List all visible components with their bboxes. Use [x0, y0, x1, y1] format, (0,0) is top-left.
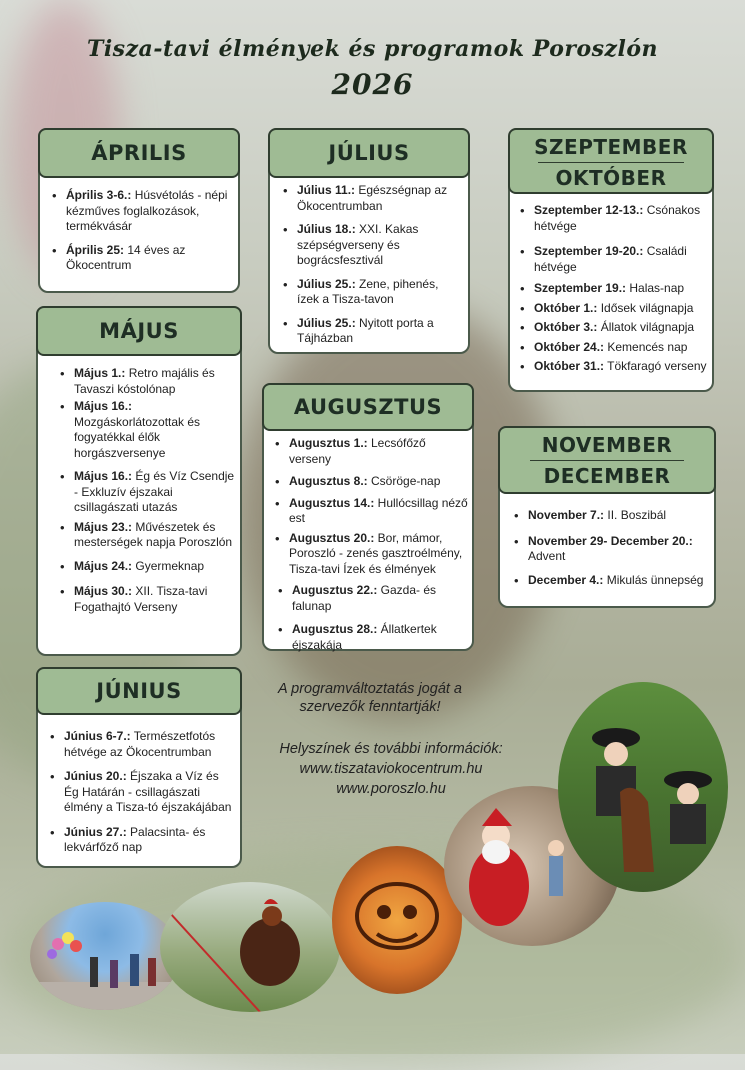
list-item: • Május 16.: Ég és Víz Csendje - Exkluzív éjszakai csillagászati utazás [60, 469, 238, 516]
page-title: Tisza-tavi élmények és programok Poroszlón [86, 36, 659, 62]
list-item: • Április 25: 14 éves az Ökocentrum [52, 243, 232, 274]
list-item: • Június 6-7.: Természetfotós hétvége az Ökocentrumban [50, 729, 234, 760]
list-item: • Szeptember 19.: Halas-nap [520, 281, 710, 297]
list-julius [283, 183, 463, 355]
list-majus [60, 366, 238, 623]
list-item: • November 7.: II. Boszibál [514, 508, 710, 524]
list-item: • Május 16.: Mozgáskorlátozottak és fogyatékkal élők horgászversenye [60, 399, 238, 461]
list-item: • Május 30.: XII. Tisza-tavi Fogathajtó Verseny [60, 584, 238, 615]
list-item: • Július 11.: Egészségnap az Ökocentrumban [283, 183, 463, 214]
website-link-2[interactable]: www.poroszlo.hu [336, 781, 446, 797]
list-item: • Augusztus 8.: Csöröge-nap [275, 474, 471, 490]
website-link-1[interactable]: www.tiszataviokocentrum.hu [299, 761, 483, 777]
change-notice: A programváltoztatás jogát a szervezők fenntartják! [277, 681, 463, 715]
list-item: • Október 24.: Kemencés nap [520, 340, 710, 356]
header-szeptember-oktober [508, 128, 714, 194]
header-november-december [498, 426, 716, 494]
list-szeptember-oktober [520, 203, 710, 379]
list-junius [50, 729, 234, 864]
list-item: • Július 25.: Zene, pihenés, ízek a Tisza-tavon [283, 277, 463, 308]
list-item: • Június 27.: Palacsinta- és lekvárfőző nap [50, 825, 234, 856]
list-item: • Október 31.: Tökfaragó verseny [520, 359, 710, 375]
photo-rooster [160, 882, 340, 1012]
header-junius: JÚNIUS [36, 667, 242, 715]
list-item: • Október 1.: Idősek világnapja [520, 301, 710, 317]
list-november-december [514, 508, 710, 596]
photo-horse-carriage [558, 682, 728, 892]
list-item: • Szeptember 19-20.: Családi hétvége [520, 244, 710, 275]
list-item: • Augusztus 28.: Állatkertek éjszakája [278, 622, 471, 653]
list-item: • Szeptember 12-13.: Csónakos hétvége [520, 203, 710, 234]
list-item: • Április 3-6.: Húsvétolás - népi kézműves foglalkozások, termékvásár [52, 188, 232, 235]
list-item: • Május 23.: Művészetek és mesterségek napja Poroszlón [60, 520, 238, 551]
header-line-november: NOVEMBER [541, 433, 673, 457]
list-item: • November 29- December 20.: Advent [514, 534, 710, 565]
list-item: • Október 3.: Állatok világnapja [520, 320, 710, 336]
list-item: • Július 18.: XXI. Kakas szépségverseny és bográcsfesztivál [283, 222, 463, 269]
header-augusztus: AUGUSZTUS [262, 383, 474, 431]
list-item: • Május 24.: Gyermeknap [60, 559, 238, 575]
photo-festival-crowd [30, 902, 180, 1010]
photo-carved-pumpkin [332, 846, 462, 994]
page-year: 2026 [331, 68, 414, 101]
header-line-oktober: OKTÓBER [555, 166, 667, 190]
info-label: Helyszínek és további információk: [279, 741, 503, 757]
list-item: • Augusztus 1.: Lecsófőző verseny [275, 436, 471, 467]
list-item: • Július 25.: Nyitott porta a Tájházban [283, 316, 463, 347]
header-julius: JÚLIUS [268, 128, 470, 178]
header-majus: MÁJUS [36, 306, 242, 356]
list-item: • Augusztus 14.: Hullócsillag néző est [275, 496, 471, 527]
list-augusztus [275, 436, 471, 661]
header-aprilis: ÁPRILIS [38, 128, 240, 178]
header-line-december: DECEMBER [543, 464, 671, 488]
list-item: • Május 1.: Retro majális és Tavaszi kóstolónap [60, 366, 238, 397]
list-item: • Augusztus 22.: Gazda- és falunap [278, 583, 471, 614]
list-item: • December 4.: Mikulás ünnepség [514, 573, 710, 589]
header-line-szeptember: SZEPTEMBER [534, 135, 688, 159]
list-item: • Június 20.: Éjszaka a Víz és Ég Határán - csillagászati élmény a Tisza-tó éjszakájában [50, 769, 234, 816]
list-item: • Augusztus 20.: Bor, mámor, Poroszló - zenés gasztroélmény, Tisza-tavi Ízek és élmények [275, 531, 471, 578]
list-aprilis [52, 188, 232, 282]
